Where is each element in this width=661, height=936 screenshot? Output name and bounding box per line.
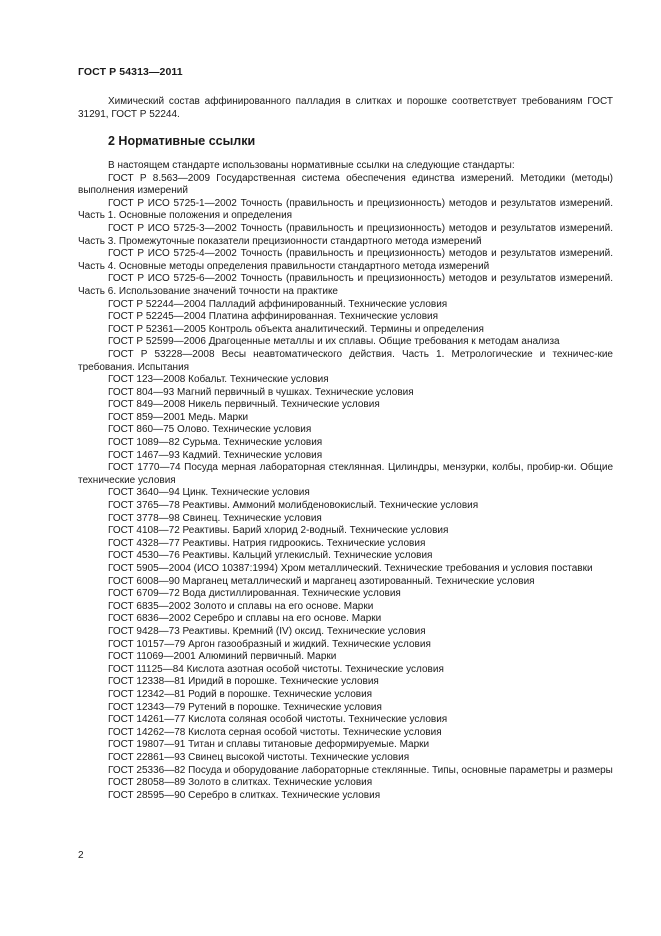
reference-item: ГОСТ 6709—72 Вода дистиллированная. Технические условия [108, 588, 401, 600]
reference-item: ГОСТ Р 52244—2004 Палладий аффинированный. Технические условия [108, 298, 448, 310]
reference-item: ГОСТ 6836—2002 Серебро и сплавы на его основе. Марки [108, 613, 382, 625]
reference-item: ГОСТ 19807—91 Титан и сплавы титановые деформируемые. Марки [108, 739, 430, 751]
reference-item: ГОСТ 28058—89 Золото в слитках. Технические условия [108, 777, 373, 789]
references-list [78, 160, 613, 802]
reference-item: ГОСТ 1089—82 Сурьма. Технические условия [108, 437, 323, 449]
reference-item: ГОСТ 3640—94 Цинк. Технические условия [108, 487, 310, 499]
reference-item: ГОСТ Р 8.563—2009 Государственная система обеспечения единства измерений. Методики (методы) выполнения измерений [78, 172, 613, 197]
reference-item: ГОСТ 1770—74 Посуда мерная лабораторная стеклянная. Цилиндры, мензурки, колбы, пробир-ки. Общие технические условия [78, 462, 613, 486]
reference-item: ГОСТ 1467—93 Кадмий. Технические условия [108, 449, 323, 461]
reference-item: ГОСТ 25336—82 Посуда и оборудование лабораторные стеклянные. Типы, основные параметры и размеры [108, 764, 613, 776]
page-number: 2 [78, 850, 84, 861]
reference-item: ГОСТ Р ИСО 5725-1—2002 Точность (правильность и прецизионность) методов и результатов измерений. Часть 1. Основные положения и определения [78, 197, 613, 222]
document-header: ГОСТ Р 54313—2011 [78, 66, 183, 78]
reference-item: ГОСТ Р ИСО 5725-6—2002 Точность (правильность и прецизионность) методов и результатов измерений. Часть 6. Использование значений точности на практике [78, 273, 613, 297]
reference-item: ГОСТ 6835—2002 Золото и сплавы на его основе. Марки [108, 600, 374, 612]
reference-item: ГОСТ 860—75 Олово. Технические условия [108, 424, 312, 436]
reference-item: ГОСТ Р 53228—2008 Весы неавтоматического действия. Часть 1. Метрологические и техничес-кие требования. Испытания [78, 348, 613, 373]
reference-item: ГОСТ 10157—79 Аргон газообразный и жидкий. Технические условия [108, 638, 431, 650]
reference-item: ГОСТ 6008—90 Марганец металлический и марганец азотированный. Технические условия [108, 575, 535, 587]
reference-item: ГОСТ 11125—84 Кислота азотная особой чистоты. Технические условия [108, 663, 444, 675]
reference-item: ГОСТ 3778—98 Свинец. Технические условия [108, 512, 322, 524]
references-intro: В настоящем стандарте использованы нормативные ссылки на следующие стандарты: [108, 160, 515, 171]
reference-item: ГОСТ Р 52361—2005 Контроль объекта аналитический. Термины и определения [108, 323, 484, 335]
intro-paragraph: Химический состав аффинированного палладия в слитках и порошке соответствует требованиям ГОСТ 31291, ГОСТ Р 52244. [78, 96, 613, 120]
reference-item: ГОСТ 12343—79 Рутений в порошке. Технические условия [108, 701, 382, 713]
reference-item: ГОСТ Р ИСО 5725-3—2002 Точность (правильность и прецизионность) методов и результатов измерений. Часть 3. Промежуточные показатели прецизионности стандартного метода измерений [78, 222, 613, 247]
reference-item: ГОСТ 14261—77 Кислота соляная особой чистоты. Технические условия [108, 714, 448, 726]
reference-item: ГОСТ 12338—81 Иридий в порошке. Технические условия [108, 676, 379, 688]
intro-section [78, 96, 613, 121]
reference-item: ГОСТ 4328—77 Реактивы. Натрия гидроокись. Технические условия [108, 537, 426, 549]
reference-item: ГОСТ 9428—73 Реактивы. Кремний (IV) оксид. Технические условия [108, 625, 426, 637]
reference-item: ГОСТ Р ИСО 5725-4—2002 Точность (правильность и прецизионность) методов и результатов измерений. Часть 4. Основные методы определения правильности стандартного метода измерений [78, 248, 613, 272]
reference-item: ГОСТ 4530—76 Реактивы. Кальций углекислый. Технические условия [108, 550, 433, 562]
reference-item: ГОСТ 859—2001 Медь. Марки [108, 411, 249, 423]
reference-item: ГОСТ 804—93 Магний первичный в чушках. Технические условия [108, 386, 414, 398]
reference-item: ГОСТ 4108—72 Реактивы. Барий хлорид 2-водный. Технические условия [108, 525, 449, 537]
section-title: 2 Нормативные ссылки [108, 134, 256, 148]
reference-item: ГОСТ 11069—2001 Алюминий первичный. Марки [108, 651, 337, 663]
reference-item: ГОСТ Р 52599—2006 Драгоценные металлы и их сплавы. Общие требования к методам анализа [108, 336, 560, 348]
reference-item: ГОСТ 28595—90 Серебро в слитках. Технические условия [108, 789, 381, 801]
reference-item: ГОСТ 123—2008 Кобальт. Технические условия [108, 374, 329, 386]
reference-item: ГОСТ 22861—93 Свинец высокой чистоты. Технические условия [108, 751, 410, 763]
reference-item: ГОСТ 5905—2004 (ИСО 10387:1994) Хром металлический. Технические требования и условия поставки [108, 563, 593, 574]
reference-item: ГОСТ Р 52245—2004 Платина аффинированная. Технические условия [108, 311, 439, 323]
reference-item: ГОСТ 14262—78 Кислота серная особой чистоты. Технические условия [108, 726, 442, 738]
reference-item: ГОСТ 849—2008 Никель первичный. Технические условия [108, 399, 380, 411]
reference-item: ГОСТ 3765—78 Реактивы. Аммоний молибденовокислый. Технические условия [108, 500, 479, 512]
reference-item: ГОСТ 12342—81 Родий в порошке. Технические условия [108, 688, 373, 700]
